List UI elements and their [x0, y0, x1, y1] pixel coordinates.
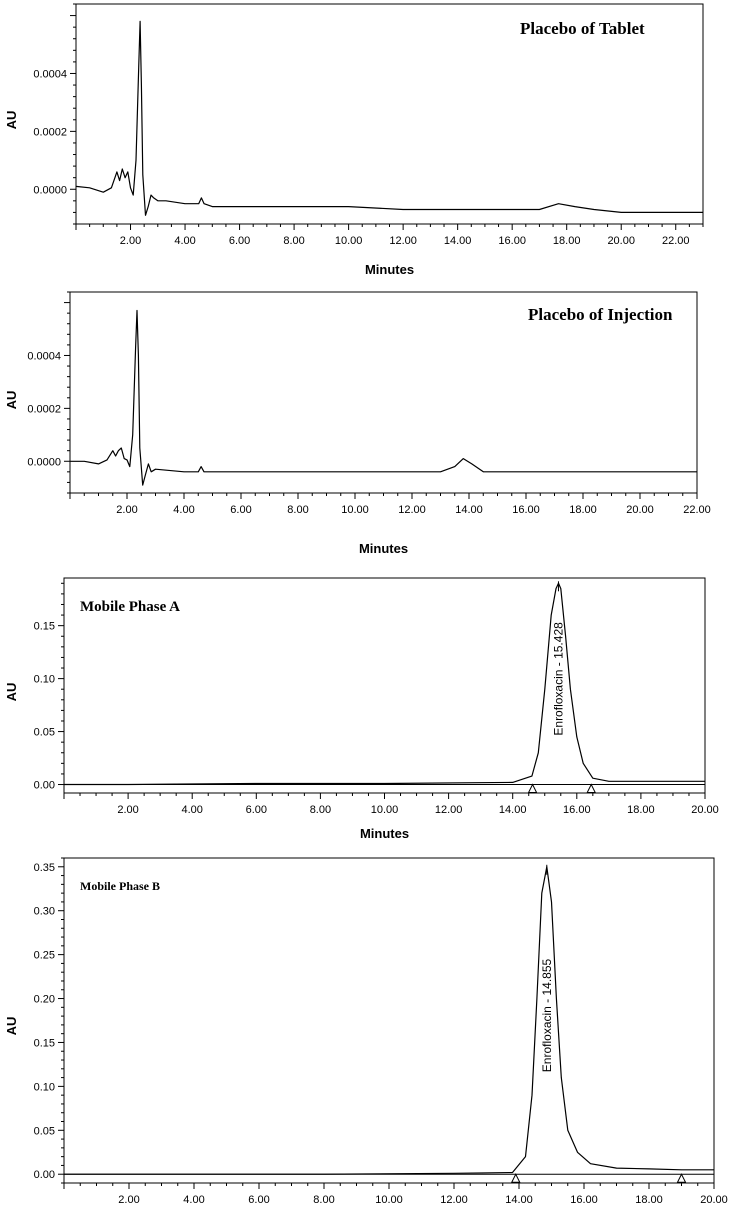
x-tick-label: 10.00 — [370, 804, 399, 816]
y-tick-label: 0.00 — [33, 1169, 55, 1182]
chromatogram-panel-2 — [4, 292, 711, 556]
x-tick-label: 10.00 — [334, 235, 363, 247]
chromatogram-trace — [64, 867, 714, 1174]
x-tick-label: 10.00 — [375, 1194, 403, 1206]
x-tick-label: 12.00 — [434, 804, 463, 816]
y-axis-label: AU — [4, 110, 19, 130]
x-tick-label: 2.00 — [118, 1194, 140, 1206]
y-tick-label: 0.05 — [33, 1125, 55, 1138]
y-tick-label: 0.00 — [33, 779, 55, 792]
peak-start-marker — [512, 1174, 520, 1182]
x-tick-label: 12.00 — [398, 504, 426, 516]
panel-title: Mobile Phase B — [80, 879, 160, 893]
x-axis-label: Minutes — [359, 826, 410, 841]
x-tick-label: 6.00 — [245, 804, 268, 816]
x-tick-label: 14.00 — [455, 504, 483, 516]
y-tick-label: 0.05 — [33, 726, 55, 739]
x-tick-label: 20.00 — [691, 804, 719, 816]
panel-title: Placebo of Tablet — [520, 19, 645, 38]
x-tick-label: 16.00 — [512, 504, 540, 516]
x-tick-label: 2.00 — [116, 504, 138, 516]
y-tick-label: 0.10 — [33, 673, 55, 686]
chromatogram-trace — [70, 311, 697, 486]
y-tick-label: 0.20 — [33, 993, 55, 1006]
chromatogram-panel-3 — [4, 578, 719, 841]
x-tick-label: 8.00 — [313, 1194, 335, 1206]
x-tick-label: 12.00 — [389, 235, 417, 247]
x-tick-label: 18.00 — [552, 235, 581, 247]
peak-label: Enrofloxacin - 15.428 — [551, 622, 566, 736]
x-tick-label: 6.00 — [228, 235, 251, 247]
y-tick-label: 0.10 — [33, 1081, 55, 1094]
x-tick-label: 22.00 — [683, 504, 711, 516]
x-tick-label: 16.00 — [563, 804, 591, 816]
peak-end-marker — [678, 1174, 686, 1182]
x-tick-label: 8.00 — [287, 504, 309, 516]
x-tick-label: 14.00 — [443, 235, 472, 247]
x-axis-label: Minutes — [358, 541, 409, 556]
y-tick-label: 0.0004 — [27, 350, 61, 363]
x-tick-label: 10.00 — [341, 504, 369, 516]
x-tick-label: 2.00 — [117, 804, 139, 816]
y-tick-label: 0.0000 — [27, 456, 61, 469]
y-tick-label: 0.25 — [33, 949, 55, 962]
x-tick-label: 2.00 — [119, 235, 142, 247]
x-tick-label: 12.00 — [440, 1194, 468, 1206]
peak-end-marker — [587, 785, 595, 793]
y-tick-label: 0.0004 — [33, 68, 67, 81]
x-tick-label: 14.00 — [498, 804, 527, 816]
y-tick-label: 0.15 — [33, 1037, 55, 1050]
chromatogram-panel-4 — [4, 858, 728, 1206]
chromatogram-trace — [76, 21, 703, 215]
x-axis-label: Minutes — [364, 262, 415, 277]
x-tick-label: 8.00 — [309, 804, 332, 816]
x-tick-label: 6.00 — [248, 1194, 270, 1206]
x-tick-label: 18.00 — [635, 1194, 663, 1206]
y-axis-label: AU — [4, 682, 19, 702]
y-tick-label: 0.35 — [33, 861, 55, 874]
y-tick-label: 0.30 — [33, 905, 55, 918]
x-tick-label: 20.00 — [607, 235, 635, 247]
x-tick-label: 6.00 — [230, 504, 252, 516]
chromatogram-panel-1 — [4, 4, 703, 277]
x-tick-label: 18.00 — [627, 804, 655, 816]
y-axis-label: AU — [4, 390, 19, 410]
x-tick-label: 14.00 — [505, 1194, 533, 1206]
x-tick-label: 4.00 — [174, 235, 196, 247]
y-tick-label: 0.15 — [33, 620, 55, 633]
x-tick-label: 16.00 — [570, 1194, 598, 1206]
peak-start-marker — [529, 785, 537, 793]
y-tick-label: 0.0002 — [27, 403, 61, 416]
x-tick-label: 18.00 — [569, 504, 597, 516]
y-tick-label: 0.0000 — [33, 184, 67, 197]
x-tick-label: 4.00 — [181, 804, 203, 816]
y-axis-label: AU — [4, 1016, 19, 1036]
x-tick-label: 8.00 — [283, 235, 305, 247]
x-tick-label: 4.00 — [183, 1194, 205, 1206]
peak-label: Enrofloxacin - 14.855 — [539, 958, 554, 1073]
panel-title: Placebo of Injection — [528, 305, 673, 324]
x-tick-label: 22.00 — [661, 235, 690, 247]
x-tick-label: 20.00 — [626, 504, 654, 516]
x-tick-label: 16.00 — [498, 235, 526, 247]
x-tick-label: 4.00 — [173, 504, 195, 516]
plot-frame — [64, 858, 714, 1183]
panel-title: Mobile Phase A — [80, 599, 180, 615]
y-tick-label: 0.0002 — [33, 126, 67, 139]
x-tick-label: 20.00 — [700, 1194, 728, 1206]
